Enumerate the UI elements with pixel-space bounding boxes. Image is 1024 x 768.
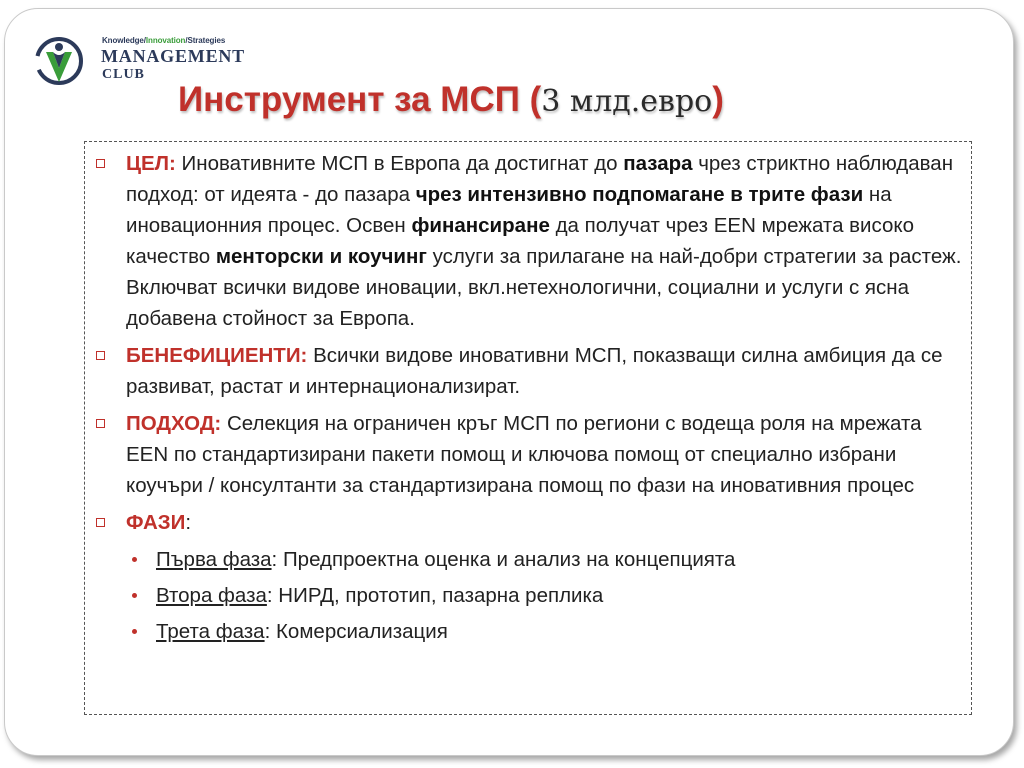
title-amount: 3 млд.евро — [541, 84, 713, 119]
logo-emblem-icon — [34, 34, 94, 94]
phase-item: Трета фаза: Комерсиализация — [96, 616, 966, 647]
phase-item: Втора фаза: НИРД, прототип, пазарна реплика — [96, 580, 966, 611]
dot-bullet-icon — [132, 629, 137, 634]
logo-sub-text: CLUB — [102, 67, 145, 82]
content-list — [96, 148, 966, 652]
square-bullet-icon — [96, 419, 105, 428]
logo-main-text: MANAGEMENT — [101, 46, 245, 66]
bullet-approach: ПОДХОД: Селекция на ограничен кръг МСП по региони с водеща роля на мрежата EEN по стандартизирани пакети помощ и ключова помощ от специално избрани коучъри / консултанти за стандартизирана помощ по фази на иновативния процес — [96, 408, 966, 501]
square-bullet-icon — [96, 351, 105, 360]
square-bullet-icon — [96, 159, 105, 168]
dot-bullet-icon — [132, 593, 137, 598]
slide-title: Инструмент за МСП (3 млд.евро) — [178, 80, 724, 119]
square-bullet-icon — [96, 518, 105, 527]
logo-tagline: Knowledge/Innovation/Strategies — [102, 36, 226, 45]
bullet-beneficiaries: БЕНЕФИЦИЕНТИ: Всички видове иновативни МСП, показващи силна амбиция да се развиват, растат и интернационализират. — [96, 340, 966, 402]
phases-list — [96, 544, 966, 647]
bullet-goal: ЦЕЛ: Иновативните МСП в Европа да достигнат до пазара чрез стриктно наблюдаван подход: от идеята - до пазара чрез интензивно подпомагане в трите фази на иновационния процес. Освен финансиране да получат чрез EEN мрежата високо качество менторски и коучинг услуги за прилагане на най-добри стратегии за растеж. Включват всички видове иновации, вкл.нетехнологични, социални и услуги с ясна добавена стойност за Европа. — [96, 148, 966, 334]
bullet-phases: ФАЗИ: — [96, 507, 966, 538]
dot-bullet-icon — [132, 557, 137, 562]
phase-item: Първа фаза: Предпроектна оценка и анализ на концепцията — [96, 544, 966, 575]
